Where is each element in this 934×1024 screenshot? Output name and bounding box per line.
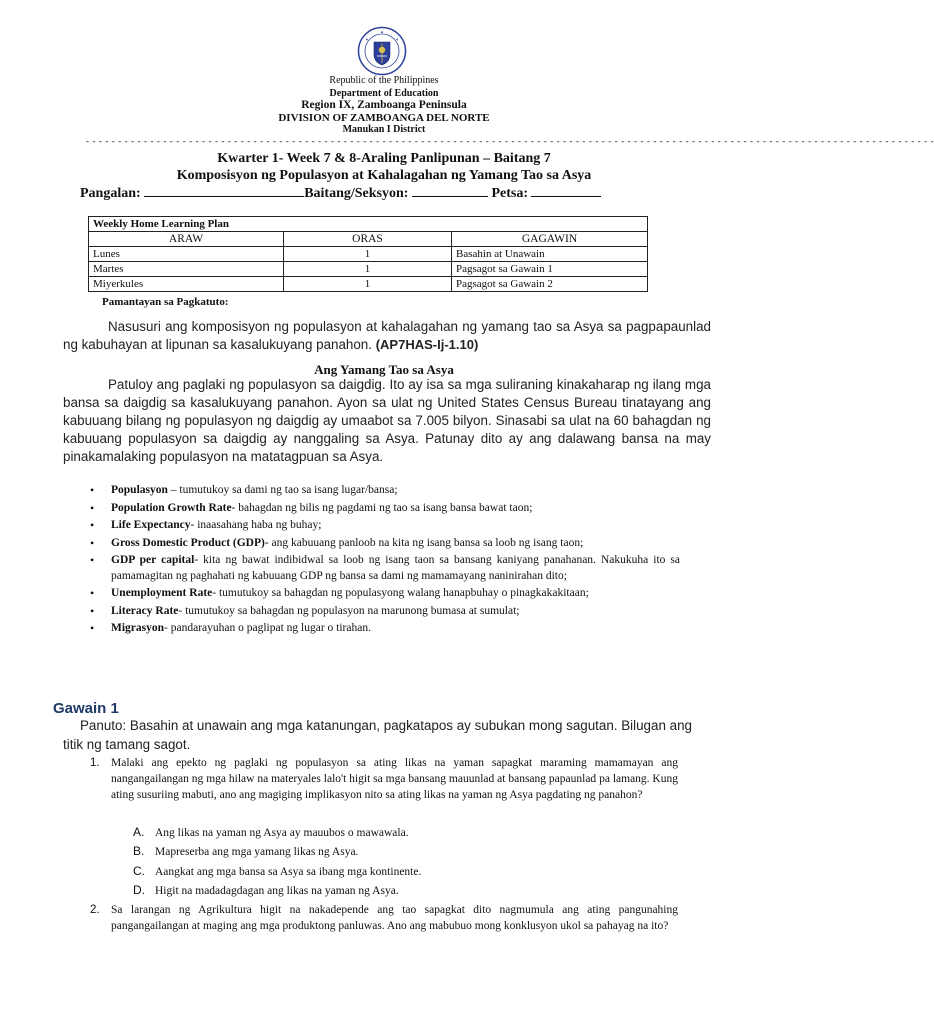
choice-text: Higit na madadagdagan ang likas na yaman ng Asya. (155, 885, 399, 898)
list-item (90, 518, 680, 534)
definition-term: Unemployment Rate (111, 587, 213, 599)
learning-standard-label: Pamantayan sa Pagkatuto: (102, 296, 229, 308)
table-cell: 1 (284, 262, 452, 277)
definition-text: - pandarayuhan o paglipat ng lugar o tirahan. (164, 622, 371, 634)
table-cell: Basahin at Unawain (452, 247, 648, 262)
table-cell: Miyerkules (89, 277, 284, 292)
table-cell: 1 (284, 277, 452, 292)
date-label: Petsa: (491, 186, 528, 201)
section-title: Ang Yamang Tao sa Asya (314, 362, 454, 377)
activity-title: Gawain 1 (53, 700, 119, 717)
choice-letter[interactable]: B. (133, 844, 145, 859)
table-header: ARAW (89, 232, 284, 247)
bullet-icon: • (90, 518, 95, 532)
definition-text: - ang kabuuang panloob na kita ng isang bansa sa loob ng isang taon; (264, 536, 584, 549)
header-republic: Republic of the Philippines (329, 75, 439, 86)
document-subtitle: Komposisyon ng Populasyon at Kahalagahan ng Yamang Tao sa Asya (176, 168, 592, 183)
definition-term: Population Growth Rate (111, 501, 232, 514)
grade-blank[interactable] (412, 184, 488, 197)
list-item (90, 586, 680, 602)
table-header: ORAS (284, 232, 452, 247)
definition-term: GDP per capital (111, 554, 195, 566)
header-region: Region IX, Zamboanga Peninsula (301, 99, 467, 111)
question-text: Malaki ang epekto ng paglaki ng populasyon sa ating likas na yaman sapagkat maraming mamamayan ang nangangailangan ng mga hilaw na materyales lalo't higit sa mga bansang mauunlad at bansang papaunlad pa lamang. Kung ating susuriing mabuti, ano ang magiging implikasyon nito sa ating likas na yaman ng Asya pagdating ng panahon? (111, 757, 678, 801)
bullet-icon: • (90, 535, 95, 550)
table-row (89, 247, 648, 262)
definition-text: - tumutukoy sa bahagdan ng populasyon na marunong bumasa at sumulat; (178, 604, 520, 617)
section-paragraph (63, 376, 711, 466)
question-1-choices (133, 823, 421, 901)
definition-term: Gross Domestic Product (GDP) (111, 536, 265, 549)
definition-term: Populasyon (111, 484, 168, 496)
deped-seal-icon (357, 26, 407, 76)
choice-text: Aangkat ang mga bansa sa Asya sa ibang mga kontinente. (155, 865, 422, 878)
bullet-icon: • (90, 500, 95, 515)
date-blank[interactable] (531, 184, 601, 197)
document-title: Kwarter 1- Week 7 & 8-Araling Panlipunan – Baitang 7 (217, 151, 551, 166)
weekly-plan-table (88, 216, 648, 292)
choice-letter[interactable]: A. (133, 825, 145, 839)
table-caption: Weekly Home Learning Plan (89, 217, 648, 232)
list-item (90, 536, 680, 552)
table-header: GAGAWIN (452, 232, 648, 247)
table-cell: Lunes (89, 247, 284, 262)
choice-text: Ang likas na yaman ng Asya ay mauubos o mawawala. (155, 827, 409, 839)
learning-standard-text: Nasusuri ang komposisyon ng populasyon at kahalagahan ng yamang tao sa Asya sa pagpapaunlad ng kabuhayan at lipunan sa kasalukuyang panahon. (63, 319, 711, 352)
bullet-icon: • (90, 586, 95, 600)
bullet-icon: • (90, 603, 95, 618)
table-row (89, 262, 648, 277)
bullet-icon: • (90, 621, 95, 635)
table-cell: Pagsagot sa Gawain 1 (452, 262, 648, 277)
activity-instructions (63, 716, 713, 754)
header-division: DIVISION OF ZAMBOANGA DEL NORTE (278, 112, 490, 124)
definition-text: - tumutukoy sa bahagdan ng populasyong walang hanapbuhay o pinagkakakitaan; (212, 587, 589, 599)
definition-text: - kita ng bawat indibidwal sa loob ng isang taon sa bansang kaniyang panahanan. Nakukuha ito sa pamamagitan ng paghahati ng kabuuang GDP ng bansa sa dami ng mamamayang naninirahan dito; (111, 554, 680, 582)
definitions-list (90, 483, 680, 639)
table-cell: Martes (89, 262, 284, 277)
table-cell: Pagsagot sa Gawain 2 (452, 277, 648, 292)
definition-term: Life Expectancy (111, 519, 191, 531)
list-item (90, 553, 680, 584)
header-divider: - - - - - - - - - - - - - - - - - - - - - - - - - - - - - - - - - - - - - - - - - - - - - - - - - - - - - - - - - - - - - - - - - - - - - - - - - - - - - - - - - - - - - - - - - - - - - - - - - - - - - - - - - - - - - - - - - - - - - - - - - - - - - - - - - - - - (86, 136, 934, 146)
definition-term: Literacy Rate (111, 604, 179, 617)
table-cell: 1 (284, 247, 452, 262)
table-header-row (89, 232, 648, 247)
choice-letter[interactable]: C. (133, 863, 145, 878)
name-label: Pangalan: (80, 186, 141, 201)
list-item (90, 501, 680, 517)
activity-instructions-text: Panuto: Basahin at unawain ang mga katanungan, pagkatapos ay subukan mong sagutan. Bilugan ang titik ng tamang sagot. (63, 718, 692, 752)
header-department: Department of Education (329, 88, 439, 99)
definition-text: - inaasahang haba ng buhay; (190, 519, 322, 531)
question-2 (90, 902, 678, 934)
competency-code: (AP7HAS-Ij-1.10) (375, 337, 479, 352)
list-item (90, 604, 680, 620)
question-number: 1. (90, 757, 100, 769)
answer-choice[interactable] (133, 842, 421, 861)
choice-text: Mapreserba ang mga yamang likas ng Asya. (155, 846, 359, 859)
definition-text: – tumutukoy sa dami ng tao sa isang lugar/bansa; (167, 484, 398, 496)
definition-text: - bahagdan ng bilis ng pagdami ng tao sa isang bansa bawat taon; (231, 501, 533, 514)
answer-choice[interactable] (133, 862, 421, 881)
question-number: 2. (90, 904, 100, 916)
name-blank[interactable] (144, 184, 304, 197)
grade-label: Baitang/Seksyon: (304, 186, 409, 201)
answer-choice[interactable] (133, 881, 421, 900)
choice-letter[interactable]: D. (133, 883, 145, 898)
question-1 (90, 755, 678, 803)
header-district: Manukan I District (342, 124, 426, 135)
table-row (89, 277, 648, 292)
question-text: Sa larangan ng Agrikultura higit na nakadepende ang tao sapagkat dito nagmumula ang ating pangunahing pangangailangan at maging ang mga produktong panluwas. Ano ang mabubuo mong konklusyon ukol sa pahayag na ito? (111, 904, 678, 932)
list-item (90, 621, 680, 637)
learning-standard (63, 318, 711, 354)
section-paragraph-text: Patuloy ang paglaki ng populasyon sa daigdig. Ito ay isa sa mga suliraning kinakaharap ng ilang mga bansa sa daigdig sa kasalukuyang panahon. Ayon sa ulat ng United States Census Bureau tinatayang ang kabuuang bilang ng populasyon ng daigdig ay umaabot sa 7.005 bilyon. Sinasabi sa ulat na 60 bahagdan ng kabuuang populasyon sa daigdig ay nanggaling sa Asya. Patunay dito ay ang dalawang bansa na may pinakamalaking populasyon na matatagpuan sa Asya. (63, 377, 711, 464)
answer-choice[interactable] (133, 823, 421, 842)
bullet-icon: • (90, 483, 95, 497)
definition-term: Migrasyon (111, 622, 165, 634)
student-info-line (80, 184, 601, 202)
list-item (90, 483, 680, 499)
bullet-icon: • (90, 553, 95, 567)
